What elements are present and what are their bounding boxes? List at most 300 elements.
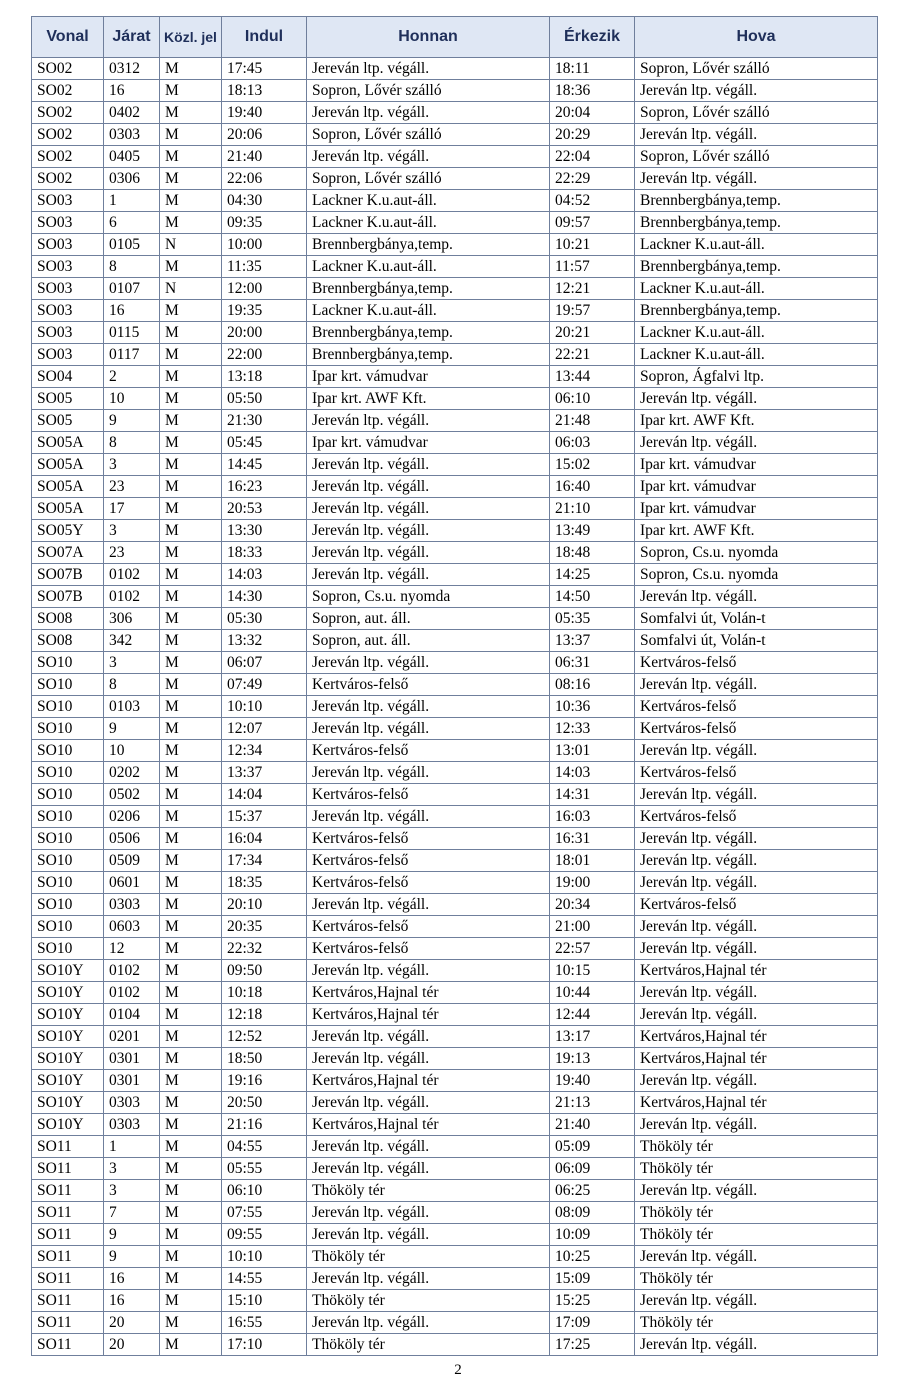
cell-vonal: SO10 <box>32 894 104 916</box>
column-header-kozl-jel: Közl. jel <box>160 17 222 58</box>
column-header-hova: Hova <box>635 17 878 58</box>
cell-indul: 18:35 <box>222 872 307 894</box>
cell-jarat: 0402 <box>104 102 160 124</box>
table-row <box>32 432 878 454</box>
cell-indul: 17:34 <box>222 850 307 872</box>
cell-hova: Kertváros,Hajnal tér <box>635 1048 878 1070</box>
table-row <box>32 366 878 388</box>
cell-hova: Jereván ltp. végáll. <box>635 1334 878 1356</box>
cell-erkezik: 06:10 <box>550 388 635 410</box>
cell-honnan: Kertváros,Hajnal tér <box>307 1070 550 1092</box>
cell-vonal: SO11 <box>32 1180 104 1202</box>
cell-honnan: Jereván ltp. végáll. <box>307 1268 550 1290</box>
cell-honnan: Jereván ltp. végáll. <box>307 1202 550 1224</box>
cell-erkezik: 18:48 <box>550 542 635 564</box>
cell-kozl-jel: M <box>160 212 222 234</box>
cell-jarat: 1 <box>104 190 160 212</box>
cell-honnan: Kertváros,Hajnal tér <box>307 982 550 1004</box>
cell-erkezik: 12:33 <box>550 718 635 740</box>
cell-kozl-jel: M <box>160 586 222 608</box>
cell-honnan: Jereván ltp. végáll. <box>307 1026 550 1048</box>
cell-kozl-jel: M <box>160 366 222 388</box>
cell-erkezik: 06:31 <box>550 652 635 674</box>
header-row <box>32 17 878 58</box>
cell-erkezik: 05:35 <box>550 608 635 630</box>
cell-vonal: SO07B <box>32 586 104 608</box>
cell-hova: Ipar krt. vámudvar <box>635 454 878 476</box>
cell-honnan: Jereván ltp. végáll. <box>307 410 550 432</box>
cell-jarat: 16 <box>104 1290 160 1312</box>
cell-indul: 10:10 <box>222 696 307 718</box>
cell-kozl-jel: M <box>160 124 222 146</box>
cell-erkezik: 21:13 <box>550 1092 635 1114</box>
cell-indul: 18:33 <box>222 542 307 564</box>
cell-indul: 15:10 <box>222 1290 307 1312</box>
column-header-erkezik: Érkezik <box>550 17 635 58</box>
cell-honnan: Lackner K.u.aut-áll. <box>307 212 550 234</box>
cell-vonal: SO10 <box>32 872 104 894</box>
cell-indul: 14:30 <box>222 586 307 608</box>
table-row <box>32 388 878 410</box>
table-row <box>32 872 878 894</box>
cell-honnan: Jereván ltp. végáll. <box>307 1136 550 1158</box>
table-row <box>32 1158 878 1180</box>
cell-erkezik: 21:10 <box>550 498 635 520</box>
cell-vonal: SO10Y <box>32 1114 104 1136</box>
cell-jarat: 7 <box>104 1202 160 1224</box>
table-row <box>32 80 878 102</box>
cell-erkezik: 14:31 <box>550 784 635 806</box>
cell-jarat: 0301 <box>104 1048 160 1070</box>
cell-honnan: Jereván ltp. végáll. <box>307 498 550 520</box>
cell-vonal: SO02 <box>32 58 104 80</box>
cell-erkezik: 16:03 <box>550 806 635 828</box>
table-row <box>32 652 878 674</box>
cell-jarat: 20 <box>104 1312 160 1334</box>
table-row <box>32 674 878 696</box>
table-row <box>32 982 878 1004</box>
table-row <box>32 806 878 828</box>
cell-jarat: 0603 <box>104 916 160 938</box>
cell-jarat: 0303 <box>104 124 160 146</box>
table-row <box>32 784 878 806</box>
cell-hova: Jereván ltp. végáll. <box>635 850 878 872</box>
cell-hova: Kertváros,Hajnal tér <box>635 1092 878 1114</box>
table-row <box>32 1246 878 1268</box>
cell-kozl-jel: M <box>160 872 222 894</box>
cell-kozl-jel: M <box>160 630 222 652</box>
cell-indul: 22:32 <box>222 938 307 960</box>
cell-vonal: SO10 <box>32 784 104 806</box>
cell-vonal: SO03 <box>32 278 104 300</box>
cell-indul: 16:23 <box>222 476 307 498</box>
cell-hova: Brennbergbánya,temp. <box>635 190 878 212</box>
cell-jarat: 0104 <box>104 1004 160 1026</box>
cell-honnan: Jereván ltp. végáll. <box>307 58 550 80</box>
cell-erkezik: 17:09 <box>550 1312 635 1334</box>
cell-kozl-jel: M <box>160 1114 222 1136</box>
cell-erkezik: 14:25 <box>550 564 635 586</box>
cell-honnan: Kertváros-felső <box>307 938 550 960</box>
cell-jarat: 8 <box>104 256 160 278</box>
cell-vonal: SO10Y <box>32 1070 104 1092</box>
cell-hova: Sopron, Cs.u. nyomda <box>635 542 878 564</box>
cell-honnan: Kertváros,Hajnal tér <box>307 1114 550 1136</box>
cell-honnan: Thököly tér <box>307 1180 550 1202</box>
cell-kozl-jel: M <box>160 388 222 410</box>
cell-kozl-jel: M <box>160 1312 222 1334</box>
cell-hova: Ipar krt. vámudvar <box>635 476 878 498</box>
cell-kozl-jel: M <box>160 344 222 366</box>
cell-erkezik: 06:09 <box>550 1158 635 1180</box>
cell-vonal: SO11 <box>32 1202 104 1224</box>
table-row <box>32 322 878 344</box>
cell-honnan: Sopron, Lővér szálló <box>307 80 550 102</box>
cell-hova: Jereván ltp. végáll. <box>635 1004 878 1026</box>
cell-hova: Sopron, Lővér szálló <box>635 146 878 168</box>
cell-vonal: SO05A <box>32 454 104 476</box>
cell-jarat: 12 <box>104 938 160 960</box>
cell-indul: 04:55 <box>222 1136 307 1158</box>
cell-jarat: 10 <box>104 388 160 410</box>
cell-erkezik: 20:04 <box>550 102 635 124</box>
cell-vonal: SO05A <box>32 432 104 454</box>
cell-indul: 13:30 <box>222 520 307 542</box>
cell-indul: 05:30 <box>222 608 307 630</box>
cell-erkezik: 09:57 <box>550 212 635 234</box>
cell-kozl-jel: M <box>160 894 222 916</box>
cell-vonal: SO08 <box>32 630 104 652</box>
cell-kozl-jel: N <box>160 278 222 300</box>
cell-indul: 05:50 <box>222 388 307 410</box>
cell-kozl-jel: M <box>160 1004 222 1026</box>
table-row <box>32 498 878 520</box>
table-row <box>32 58 878 80</box>
cell-jarat: 9 <box>104 718 160 740</box>
cell-jarat: 0117 <box>104 344 160 366</box>
cell-kozl-jel: M <box>160 498 222 520</box>
cell-erkezik: 16:40 <box>550 476 635 498</box>
cell-hova: Jereván ltp. végáll. <box>635 1114 878 1136</box>
cell-honnan: Kertváros-felső <box>307 674 550 696</box>
cell-jarat: 20 <box>104 1334 160 1356</box>
cell-indul: 13:32 <box>222 630 307 652</box>
cell-honnan: Brennbergbánya,temp. <box>307 344 550 366</box>
cell-honnan: Kertváros-felső <box>307 740 550 762</box>
cell-hova: Thököly tér <box>635 1224 878 1246</box>
cell-hova: Kertváros-felső <box>635 894 878 916</box>
cell-hova: Somfalvi út, Volán-t <box>635 608 878 630</box>
cell-jarat: 0306 <box>104 168 160 190</box>
cell-hova: Lackner K.u.aut-áll. <box>635 234 878 256</box>
cell-honnan: Jereván ltp. végáll. <box>307 894 550 916</box>
cell-vonal: SO07A <box>32 542 104 564</box>
cell-erkezik: 19:57 <box>550 300 635 322</box>
cell-vonal: SO11 <box>32 1268 104 1290</box>
cell-jarat: 0601 <box>104 872 160 894</box>
cell-kozl-jel: M <box>160 1180 222 1202</box>
cell-kozl-jel: M <box>160 718 222 740</box>
cell-honnan: Jereván ltp. végáll. <box>307 1092 550 1114</box>
cell-erkezik: 06:25 <box>550 1180 635 1202</box>
cell-kozl-jel: M <box>160 762 222 784</box>
cell-vonal: SO08 <box>32 608 104 630</box>
cell-vonal: SO11 <box>32 1158 104 1180</box>
cell-kozl-jel: M <box>160 982 222 1004</box>
cell-hova: Thököly tér <box>635 1136 878 1158</box>
cell-erkezik: 22:29 <box>550 168 635 190</box>
table-row <box>32 234 878 256</box>
cell-erkezik: 13:44 <box>550 366 635 388</box>
cell-erkezik: 10:15 <box>550 960 635 982</box>
cell-indul: 07:55 <box>222 1202 307 1224</box>
cell-indul: 22:06 <box>222 168 307 190</box>
cell-kozl-jel: M <box>160 542 222 564</box>
cell-vonal: SO02 <box>32 168 104 190</box>
cell-jarat: 1 <box>104 1136 160 1158</box>
cell-honnan: Jereván ltp. végáll. <box>307 652 550 674</box>
table-row <box>32 696 878 718</box>
cell-indul: 09:55 <box>222 1224 307 1246</box>
cell-honnan: Lackner K.u.aut-áll. <box>307 300 550 322</box>
cell-indul: 14:55 <box>222 1268 307 1290</box>
cell-erkezik: 22:04 <box>550 146 635 168</box>
table-row <box>32 344 878 366</box>
cell-kozl-jel: M <box>160 938 222 960</box>
cell-hova: Jereván ltp. végáll. <box>635 1246 878 1268</box>
table-row <box>32 718 878 740</box>
cell-jarat: 8 <box>104 432 160 454</box>
cell-vonal: SO10Y <box>32 960 104 982</box>
cell-erkezik: 19:13 <box>550 1048 635 1070</box>
cell-vonal: SO05A <box>32 476 104 498</box>
cell-jarat: 0105 <box>104 234 160 256</box>
cell-erkezik: 20:34 <box>550 894 635 916</box>
cell-vonal: SO11 <box>32 1290 104 1312</box>
cell-jarat: 9 <box>104 1224 160 1246</box>
cell-vonal: SO10 <box>32 718 104 740</box>
cell-indul: 05:55 <box>222 1158 307 1180</box>
column-header-vonal: Vonal <box>32 17 104 58</box>
table-row <box>32 938 878 960</box>
cell-hova: Jereván ltp. végáll. <box>635 168 878 190</box>
cell-vonal: SO10 <box>32 828 104 850</box>
cell-hova: Kertváros,Hajnal tér <box>635 960 878 982</box>
cell-jarat: 0102 <box>104 564 160 586</box>
table-row <box>32 256 878 278</box>
cell-honnan: Jereván ltp. végáll. <box>307 960 550 982</box>
cell-indul: 14:03 <box>222 564 307 586</box>
timetable <box>31 16 878 1356</box>
cell-indul: 21:40 <box>222 146 307 168</box>
cell-jarat: 3 <box>104 652 160 674</box>
cell-vonal: SO10 <box>32 806 104 828</box>
table-row <box>32 1092 878 1114</box>
cell-indul: 09:50 <box>222 960 307 982</box>
cell-hova: Jereván ltp. végáll. <box>635 432 878 454</box>
cell-honnan: Sopron, Cs.u. nyomda <box>307 586 550 608</box>
cell-indul: 13:18 <box>222 366 307 388</box>
cell-erkezik: 10:44 <box>550 982 635 1004</box>
cell-kozl-jel: N <box>160 234 222 256</box>
cell-kozl-jel: M <box>160 256 222 278</box>
cell-jarat: 0303 <box>104 894 160 916</box>
cell-vonal: SO05A <box>32 498 104 520</box>
table-row <box>32 168 878 190</box>
cell-hova: Lackner K.u.aut-áll. <box>635 344 878 366</box>
cell-indul: 11:35 <box>222 256 307 278</box>
table-row <box>32 542 878 564</box>
cell-jarat: 0107 <box>104 278 160 300</box>
cell-honnan: Brennbergbánya,temp. <box>307 278 550 300</box>
table-row <box>32 894 878 916</box>
cell-kozl-jel: M <box>160 1070 222 1092</box>
cell-honnan: Jereván ltp. végáll. <box>307 718 550 740</box>
cell-vonal: SO10 <box>32 938 104 960</box>
cell-jarat: 0506 <box>104 828 160 850</box>
cell-kozl-jel: M <box>160 300 222 322</box>
cell-hova: Jereván ltp. végáll. <box>635 872 878 894</box>
table-row <box>32 850 878 872</box>
cell-honnan: Brennbergbánya,temp. <box>307 322 550 344</box>
cell-kozl-jel: M <box>160 432 222 454</box>
cell-jarat: 0303 <box>104 1092 160 1114</box>
cell-honnan: Jereván ltp. végáll. <box>307 1158 550 1180</box>
cell-hova: Lackner K.u.aut-áll. <box>635 322 878 344</box>
cell-kozl-jel: M <box>160 784 222 806</box>
cell-honnan: Jereván ltp. végáll. <box>307 696 550 718</box>
cell-hova: Thököly tér <box>635 1158 878 1180</box>
cell-hova: Sopron, Ágfalvi ltp. <box>635 366 878 388</box>
cell-kozl-jel: M <box>160 168 222 190</box>
cell-vonal: SO11 <box>32 1224 104 1246</box>
cell-jarat: 0509 <box>104 850 160 872</box>
cell-erkezik: 15:02 <box>550 454 635 476</box>
table-row <box>32 212 878 234</box>
cell-jarat: 16 <box>104 80 160 102</box>
cell-vonal: SO10 <box>32 696 104 718</box>
cell-kozl-jel: M <box>160 410 222 432</box>
cell-hova: Jereván ltp. végáll. <box>635 1180 878 1202</box>
cell-erkezik: 10:09 <box>550 1224 635 1246</box>
cell-indul: 20:06 <box>222 124 307 146</box>
cell-vonal: SO10Y <box>32 1026 104 1048</box>
table-row <box>32 1180 878 1202</box>
timetable-body <box>32 58 878 1356</box>
cell-jarat: 0201 <box>104 1026 160 1048</box>
cell-kozl-jel: M <box>160 652 222 674</box>
cell-indul: 12:34 <box>222 740 307 762</box>
cell-hova: Jereván ltp. végáll. <box>635 982 878 1004</box>
cell-indul: 19:16 <box>222 1070 307 1092</box>
cell-honnan: Sopron, Lővér szálló <box>307 124 550 146</box>
cell-jarat: 8 <box>104 674 160 696</box>
cell-hova: Jereván ltp. végáll. <box>635 124 878 146</box>
cell-hova: Kertváros-felső <box>635 806 878 828</box>
cell-honnan: Sopron, aut. áll. <box>307 608 550 630</box>
table-row <box>32 1048 878 1070</box>
cell-kozl-jel: M <box>160 1048 222 1070</box>
cell-kozl-jel: M <box>160 146 222 168</box>
cell-kozl-jel: M <box>160 1092 222 1114</box>
cell-kozl-jel: M <box>160 740 222 762</box>
cell-hova: Sopron, Lővér szálló <box>635 102 878 124</box>
table-row <box>32 1202 878 1224</box>
cell-honnan: Jereván ltp. végáll. <box>307 1312 550 1334</box>
cell-honnan: Kertváros,Hajnal tér <box>307 1004 550 1026</box>
cell-jarat: 306 <box>104 608 160 630</box>
cell-hova: Jereván ltp. végáll. <box>635 586 878 608</box>
cell-jarat: 10 <box>104 740 160 762</box>
cell-honnan: Kertváros-felső <box>307 872 550 894</box>
cell-vonal: SO03 <box>32 212 104 234</box>
cell-erkezik: 13:01 <box>550 740 635 762</box>
cell-erkezik: 18:11 <box>550 58 635 80</box>
cell-honnan: Brennbergbánya,temp. <box>307 234 550 256</box>
cell-hova: Brennbergbánya,temp. <box>635 256 878 278</box>
cell-vonal: SO02 <box>32 80 104 102</box>
table-row <box>32 1070 878 1092</box>
cell-jarat: 3 <box>104 1180 160 1202</box>
cell-indul: 12:07 <box>222 718 307 740</box>
cell-honnan: Kertváros-felső <box>307 828 550 850</box>
cell-honnan: Jereván ltp. végáll. <box>307 476 550 498</box>
cell-honnan: Kertváros-felső <box>307 916 550 938</box>
cell-vonal: SO10Y <box>32 1048 104 1070</box>
cell-erkezik: 08:16 <box>550 674 635 696</box>
cell-honnan: Jereván ltp. végáll. <box>307 454 550 476</box>
cell-indul: 14:04 <box>222 784 307 806</box>
cell-jarat: 0102 <box>104 586 160 608</box>
cell-erkezik: 20:29 <box>550 124 635 146</box>
cell-kozl-jel: M <box>160 1334 222 1356</box>
cell-jarat: 0103 <box>104 696 160 718</box>
cell-honnan: Ipar krt. vámudvar <box>307 432 550 454</box>
cell-vonal: SO11 <box>32 1136 104 1158</box>
cell-jarat: 16 <box>104 300 160 322</box>
cell-kozl-jel: M <box>160 1202 222 1224</box>
cell-indul: 10:18 <box>222 982 307 1004</box>
table-row <box>32 1114 878 1136</box>
cell-vonal: SO10Y <box>32 1004 104 1026</box>
table-row <box>32 410 878 432</box>
table-row <box>32 916 878 938</box>
cell-honnan: Ipar krt. AWF Kft. <box>307 388 550 410</box>
cell-hova: Kertváros,Hajnal tér <box>635 1026 878 1048</box>
cell-erkezik: 14:50 <box>550 586 635 608</box>
table-row <box>32 454 878 476</box>
cell-kozl-jel: M <box>160 322 222 344</box>
cell-honnan: Thököly tér <box>307 1334 550 1356</box>
cell-erkezik: 10:36 <box>550 696 635 718</box>
cell-vonal: SO10Y <box>32 1092 104 1114</box>
table-row <box>32 1224 878 1246</box>
cell-kozl-jel: M <box>160 80 222 102</box>
cell-indul: 20:53 <box>222 498 307 520</box>
cell-vonal: SO10 <box>32 652 104 674</box>
cell-indul: 15:37 <box>222 806 307 828</box>
cell-hova: Ipar krt. AWF Kft. <box>635 410 878 432</box>
cell-erkezik: 12:21 <box>550 278 635 300</box>
cell-indul: 06:07 <box>222 652 307 674</box>
cell-erkezik: 08:09 <box>550 1202 635 1224</box>
cell-jarat: 23 <box>104 542 160 564</box>
cell-hova: Lackner K.u.aut-áll. <box>635 278 878 300</box>
cell-jarat: 0102 <box>104 960 160 982</box>
cell-honnan: Jereván ltp. végáll. <box>307 146 550 168</box>
cell-jarat: 3 <box>104 520 160 542</box>
cell-indul: 09:35 <box>222 212 307 234</box>
